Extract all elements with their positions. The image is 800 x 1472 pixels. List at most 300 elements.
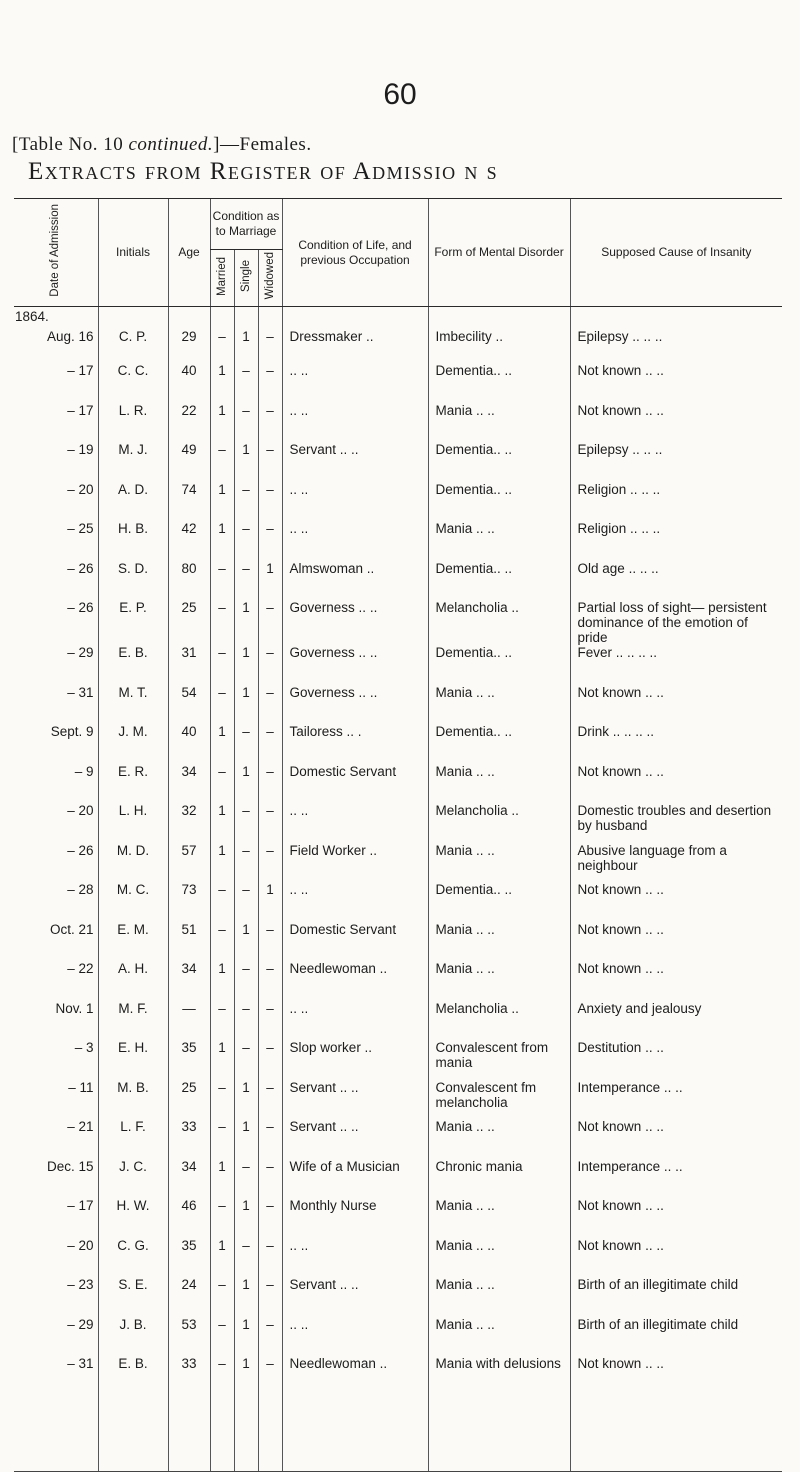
- cell-initials: [98, 685, 168, 725]
- cell-form: [428, 685, 570, 725]
- cell-age: [168, 307, 210, 364]
- cell-initials: [98, 442, 168, 482]
- cell-single: [234, 1040, 258, 1080]
- cell-widowed-text: –: [266, 1079, 274, 1095]
- cell-form: [428, 561, 570, 601]
- cell-age: [168, 961, 210, 1001]
- table-row: [14, 1040, 782, 1080]
- cell-married: [210, 922, 234, 962]
- cell-date: [14, 724, 98, 764]
- cell-married-text: –: [218, 560, 226, 576]
- cell-widowed: [258, 961, 282, 1001]
- cell-occupation-text: Needlewoman ..: [289, 1356, 388, 1371]
- cell-age-text: 54: [181, 684, 197, 700]
- cell-occupation-text: .. ..: [289, 521, 309, 536]
- cell-married: [210, 363, 234, 403]
- cell-occupation: [282, 1317, 428, 1357]
- cell-single: [234, 561, 258, 601]
- cell-cause-text: Not known .. ..: [577, 763, 664, 779]
- cell-initials-text: L. R.: [118, 402, 148, 418]
- cell-age: [168, 1317, 210, 1357]
- cell-age-text: 35: [181, 1040, 197, 1055]
- cell-occupation: [282, 1119, 428, 1159]
- cell-date-text: – 26: [67, 600, 94, 615]
- cell-cause-text: Not known .. ..: [577, 1356, 664, 1371]
- cell-cause-text: Not known .. ..: [577, 402, 664, 418]
- cell-form-text: Dementia.. ..: [435, 645, 513, 660]
- cell-form-text: Imbecility ..: [435, 329, 504, 344]
- cell-cause-text: Intemperance .. ..: [577, 1158, 683, 1174]
- cell-occupation: [282, 1356, 428, 1472]
- cell-widowed: [258, 1119, 282, 1159]
- cell-cause: [570, 1040, 782, 1080]
- cell-age-text: 74: [181, 481, 197, 497]
- cell-occupation: [282, 1159, 428, 1199]
- cell-initials: [98, 561, 168, 601]
- header-widowed: Widowed: [258, 250, 282, 307]
- cell-widowed-text: 1: [266, 882, 274, 897]
- cell-form: [428, 922, 570, 962]
- cell-widowed-text: –: [266, 1158, 274, 1174]
- cell-cause: [570, 1001, 782, 1041]
- cell-date-text: – 3: [74, 1040, 94, 1055]
- cell-cause-text: Old age .. .. ..: [577, 560, 659, 576]
- cell-initials: [98, 764, 168, 804]
- cell-single: [234, 1159, 258, 1199]
- cell-form: [428, 521, 570, 561]
- cell-occupation: [282, 961, 428, 1001]
- cell-widowed-text: –: [266, 1000, 274, 1016]
- cell-married: [210, 1040, 234, 1080]
- table-row: [14, 1198, 782, 1238]
- cell-cause-text: Not known .. ..: [577, 684, 664, 700]
- cell-initials: [98, 922, 168, 962]
- cell-married: [210, 521, 234, 561]
- cell-married-text: 1: [218, 842, 226, 858]
- cell-occupation-text: Tailoress .. .: [289, 724, 362, 739]
- cell-single-text: –: [242, 724, 250, 739]
- cell-single: [234, 521, 258, 561]
- cell-date: [14, 1356, 98, 1472]
- cell-cause: [570, 1238, 782, 1278]
- table-row: [14, 685, 782, 725]
- cell-single-text: 1: [242, 1119, 250, 1134]
- cell-single-text: –: [242, 521, 250, 536]
- cell-single-text: –: [242, 803, 250, 818]
- cell-age-text: 42: [181, 521, 197, 536]
- cell-widowed-text: –: [266, 1316, 274, 1332]
- cell-cause: [570, 1080, 782, 1120]
- cell-widowed: [258, 645, 282, 685]
- cell-married-text: –: [218, 1198, 226, 1213]
- cell-date: [14, 1040, 98, 1080]
- cell-date-text: – 17: [67, 363, 94, 378]
- cell-form-text: Chronic mania: [435, 1158, 523, 1174]
- cell-age: [168, 521, 210, 561]
- cell-age: [168, 685, 210, 725]
- cell-widowed-text: –: [266, 1119, 274, 1134]
- cell-single: [234, 442, 258, 482]
- cell-single-text: 1: [242, 1277, 250, 1292]
- cell-married-text: 1: [218, 803, 226, 818]
- cell-age: [168, 1238, 210, 1278]
- cell-cause-text: Intemperance .. ..: [577, 1079, 683, 1095]
- cell-date-text: Nov. 1: [55, 1000, 94, 1016]
- table-row: [14, 882, 782, 922]
- cell-form: [428, 442, 570, 482]
- cell-single-text: –: [242, 1158, 250, 1174]
- header-condition-life: Condition of Life, and previous Occupation: [282, 199, 428, 307]
- cell-date: [14, 1119, 98, 1159]
- cell-age-text: 46: [181, 1198, 197, 1213]
- cell-cause: [570, 1356, 782, 1472]
- cell-date-text: – 9: [74, 763, 94, 779]
- cell-widowed-text: –: [266, 1237, 274, 1253]
- cell-date: [14, 922, 98, 962]
- cell-married-text: 1: [218, 521, 226, 536]
- cell-occupation-text: Dressmaker ..: [289, 329, 374, 344]
- cell-cause-text: Epilepsy .. .. ..: [577, 442, 663, 457]
- cell-age: [168, 1159, 210, 1199]
- cell-initials: [98, 961, 168, 1001]
- cell-initials-text: M. C.: [116, 882, 150, 897]
- cell-occupation: [282, 1198, 428, 1238]
- cell-occupation-text: .. ..: [289, 1000, 309, 1016]
- cell-cause-text: Not known .. ..: [577, 961, 664, 976]
- cell-married-text: 1: [218, 961, 226, 976]
- table-row: [14, 961, 782, 1001]
- cell-date-text: – 20: [67, 803, 94, 818]
- cell-married-text: –: [218, 684, 226, 700]
- cell-initials-text: E. B.: [118, 1356, 148, 1371]
- cell-married: [210, 803, 234, 843]
- cell-form: [428, 600, 570, 645]
- cell-cause: [570, 1159, 782, 1199]
- cell-cause-text: Destitution .. ..: [577, 1040, 664, 1055]
- cell-initials: [98, 403, 168, 443]
- cell-widowed-text: –: [266, 921, 274, 937]
- cell-age: [168, 363, 210, 403]
- cell-form: [428, 882, 570, 922]
- cell-form: [428, 645, 570, 685]
- cell-occupation-text: Servant .. ..: [289, 1119, 359, 1134]
- cell-widowed-text: –: [266, 684, 274, 700]
- cell-single-text: –: [242, 1040, 250, 1055]
- cell-occupation-text: .. ..: [289, 402, 309, 418]
- cell-initials: [98, 843, 168, 883]
- table-row: [14, 1238, 782, 1278]
- cell-single-text: –: [242, 1237, 250, 1253]
- cell-single: [234, 724, 258, 764]
- cell-date: [14, 363, 98, 403]
- table-row: [14, 1159, 782, 1199]
- cell-form: [428, 1356, 570, 1472]
- cell-cause-text: Domestic troubles and desertion by husband: [577, 803, 772, 833]
- cell-cause: [570, 1198, 782, 1238]
- cell-single: [234, 764, 258, 804]
- cell-occupation-text: Slop worker ..: [289, 1040, 373, 1055]
- cell-form-text: Mania .. ..: [435, 684, 495, 700]
- cell-age-text: 25: [181, 600, 197, 615]
- cell-occupation: [282, 1040, 428, 1080]
- cell-married-text: –: [218, 1356, 226, 1371]
- cell-cause: [570, 403, 782, 443]
- cell-single-text: –: [242, 363, 250, 378]
- cell-initials: [98, 307, 168, 364]
- cell-cause-text: Abusive language from a neighbour: [577, 842, 727, 873]
- cell-widowed: [258, 307, 282, 364]
- cell-initials: [98, 1080, 168, 1120]
- cell-occupation: [282, 1080, 428, 1120]
- cell-date: [14, 1238, 98, 1278]
- cell-form-text: Melancholia ..: [435, 1000, 519, 1016]
- cell-date: [14, 843, 98, 883]
- cell-widowed: [258, 764, 282, 804]
- cell-single-text: 1: [242, 1079, 250, 1095]
- cell-form-text: Dementia.. ..: [435, 724, 513, 739]
- table-row: [14, 1356, 782, 1472]
- cell-form-text: Dementia.. ..: [435, 363, 513, 378]
- cell-age: [168, 1119, 210, 1159]
- cell-cause: [570, 442, 782, 482]
- cell-married: [210, 442, 234, 482]
- cell-widowed: [258, 561, 282, 601]
- cell-single-text: 1: [242, 442, 250, 457]
- cell-widowed: [258, 1238, 282, 1278]
- cell-date: [14, 403, 98, 443]
- cell-age: [168, 843, 210, 883]
- cell-single: [234, 1277, 258, 1317]
- cell-single: [234, 1080, 258, 1120]
- cell-form-text: Dementia.. ..: [435, 560, 513, 576]
- cell-single-text: 1: [242, 1198, 250, 1213]
- cell-initials-text: S. D.: [117, 560, 148, 576]
- cell-single-text: –: [242, 1000, 250, 1016]
- cell-widowed-text: –: [266, 1356, 274, 1371]
- cell-single: [234, 482, 258, 522]
- cell-age-text: 51: [181, 921, 197, 937]
- cell-initials-text: M. F.: [118, 1000, 148, 1016]
- cell-initials: [98, 1277, 168, 1317]
- cell-initials-text: C. P.: [118, 329, 148, 344]
- cell-initials: [98, 803, 168, 843]
- cell-single: [234, 882, 258, 922]
- table-row: [14, 1119, 782, 1159]
- cell-single: [234, 961, 258, 1001]
- cell-age: [168, 600, 210, 645]
- cell-widowed-text: –: [266, 600, 274, 615]
- cell-form: [428, 1001, 570, 1041]
- table-row: [14, 803, 782, 843]
- cell-age: [168, 482, 210, 522]
- header-married: Married: [210, 250, 234, 307]
- cell-age: [168, 1080, 210, 1120]
- cell-widowed: [258, 1317, 282, 1357]
- cell-single: [234, 1356, 258, 1472]
- cell-single: [234, 307, 258, 364]
- cell-form: [428, 1119, 570, 1159]
- cell-cause-text: Partial loss of sight— persistent dominance of the emotion of pride: [577, 600, 767, 645]
- table-row: [14, 922, 782, 962]
- cell-widowed-text: –: [266, 329, 274, 344]
- cell-married-text: –: [218, 645, 226, 660]
- cell-form-text: Mania .. ..: [435, 1316, 495, 1332]
- table-row: [14, 482, 782, 522]
- cell-age: [168, 403, 210, 443]
- cell-age: [168, 1040, 210, 1080]
- cell-married: [210, 685, 234, 725]
- cell-occupation: [282, 442, 428, 482]
- cell-age-text: —: [182, 1000, 196, 1016]
- table-row: [14, 724, 782, 764]
- cell-date: [14, 764, 98, 804]
- cell-occupation-text: Domestic Servant: [289, 921, 397, 937]
- cell-date-text: Oct. 21: [49, 921, 94, 937]
- cell-occupation-text: Domestic Servant: [289, 763, 397, 779]
- cell-initials-text: E. H.: [117, 1040, 148, 1055]
- cell-single-text: –: [242, 882, 250, 897]
- cell-married-text: –: [218, 763, 226, 779]
- cell-form: [428, 403, 570, 443]
- table-row: [14, 307, 782, 364]
- admissions-table: [14, 198, 782, 1472]
- cell-occupation-text: .. ..: [289, 803, 309, 818]
- cell-initials-text: C. G.: [117, 1237, 149, 1253]
- cell-age-text: 40: [181, 363, 197, 378]
- cell-married: [210, 1001, 234, 1041]
- cell-occupation: [282, 561, 428, 601]
- cell-initials-text: A. H.: [117, 961, 148, 976]
- cell-form: [428, 961, 570, 1001]
- cell-occupation-text: .. ..: [289, 1316, 309, 1332]
- cell-widowed-text: –: [266, 1277, 274, 1292]
- cell-married: [210, 1356, 234, 1472]
- cell-cause-text: Not known .. ..: [577, 363, 664, 378]
- cell-widowed: [258, 803, 282, 843]
- cell-widowed: [258, 1198, 282, 1238]
- cell-age: [168, 803, 210, 843]
- cell-cause-text: Not known .. ..: [577, 1119, 664, 1134]
- cell-married-text: 1: [218, 1158, 226, 1174]
- cell-married: [210, 403, 234, 443]
- cell-initials: [98, 1119, 168, 1159]
- cell-initials: [98, 363, 168, 403]
- cell-single-text: –: [242, 961, 250, 976]
- cell-form: [428, 1277, 570, 1317]
- table-caption: [12, 134, 312, 156]
- cell-married-text: –: [218, 1277, 226, 1292]
- cell-married-text: –: [218, 1000, 226, 1016]
- cell-date-text: Dec. 15: [46, 1158, 94, 1174]
- cell-single: [234, 363, 258, 403]
- cell-widowed-text: –: [266, 363, 274, 378]
- cell-widowed-text: –: [266, 961, 274, 976]
- cell-widowed-text: –: [266, 402, 274, 418]
- cell-single: [234, 922, 258, 962]
- cell-date: [14, 961, 98, 1001]
- table-row: [14, 843, 782, 883]
- cell-form: [428, 764, 570, 804]
- cell-initials-text: J. C.: [119, 1158, 147, 1174]
- cell-occupation-text: .. ..: [289, 363, 309, 378]
- cell-married: [210, 724, 234, 764]
- cell-age-text: 40: [181, 724, 197, 739]
- cell-widowed: [258, 724, 282, 764]
- cell-widowed: [258, 1001, 282, 1041]
- cell-date: [14, 442, 98, 482]
- cell-widowed: [258, 403, 282, 443]
- cell-single-text: 1: [242, 1316, 250, 1332]
- cell-initials-text: L. H.: [118, 803, 148, 818]
- cell-occupation-text: Field Worker ..: [289, 842, 378, 858]
- cell-married-text: –: [218, 442, 226, 457]
- cell-occupation: [282, 803, 428, 843]
- cell-widowed: [258, 363, 282, 403]
- cell-date: [14, 645, 98, 685]
- cell-occupation: [282, 724, 428, 764]
- cell-widowed-text: –: [266, 1040, 274, 1055]
- cell-widowed-text: –: [266, 1198, 274, 1213]
- cell-age-text: 33: [181, 1119, 197, 1134]
- cell-single: [234, 600, 258, 645]
- cell-initials-text: A. D.: [117, 481, 148, 497]
- cell-widowed-text: –: [266, 842, 274, 858]
- cell-married-text: 1: [218, 724, 226, 739]
- cell-form-text: Mania .. ..: [435, 1237, 495, 1253]
- cell-cause: [570, 843, 782, 883]
- table-row: [14, 764, 782, 804]
- cell-cause: [570, 685, 782, 725]
- cell-form: [428, 1198, 570, 1238]
- cell-date-text: – 21: [67, 1119, 94, 1134]
- table-row: [14, 645, 782, 685]
- cell-widowed: [258, 600, 282, 645]
- cell-cause: [570, 307, 782, 364]
- cell-cause: [570, 1277, 782, 1317]
- cell-married-text: 1: [218, 402, 226, 418]
- cell-initials: [98, 1001, 168, 1041]
- cell-form-text: Mania .. ..: [435, 521, 495, 536]
- cell-widowed: [258, 1277, 282, 1317]
- cell-date: [14, 561, 98, 601]
- cell-married-text: –: [218, 1079, 226, 1095]
- cell-occupation-text: Monthly Nurse: [289, 1198, 377, 1213]
- cell-form-text: Convalescent fm melancholia: [435, 1079, 537, 1110]
- cell-married: [210, 645, 234, 685]
- cell-single: [234, 403, 258, 443]
- cell-widowed: [258, 482, 282, 522]
- cell-married: [210, 561, 234, 601]
- cell-married-text: –: [218, 1119, 226, 1134]
- cell-widowed: [258, 442, 282, 482]
- cell-single: [234, 803, 258, 843]
- cell-form-text: Mania .. ..: [435, 921, 495, 937]
- cell-cause-text: Anxiety and jealousy: [577, 1000, 702, 1016]
- cell-occupation: [282, 307, 428, 364]
- cell-married: [210, 1159, 234, 1199]
- cell-initials-text: J. B.: [119, 1316, 147, 1332]
- cell-cause: [570, 645, 782, 685]
- cell-widowed: [258, 1356, 282, 1472]
- cell-initials: [98, 645, 168, 685]
- caption-prefix: [Table No. 10: [12, 134, 129, 155]
- cell-age: [168, 1001, 210, 1041]
- cell-single-text: 1: [242, 684, 250, 700]
- table-row: [14, 600, 782, 645]
- cell-date: [14, 1198, 98, 1238]
- cell-age: [168, 1277, 210, 1317]
- cell-date-text: – 28: [67, 882, 94, 897]
